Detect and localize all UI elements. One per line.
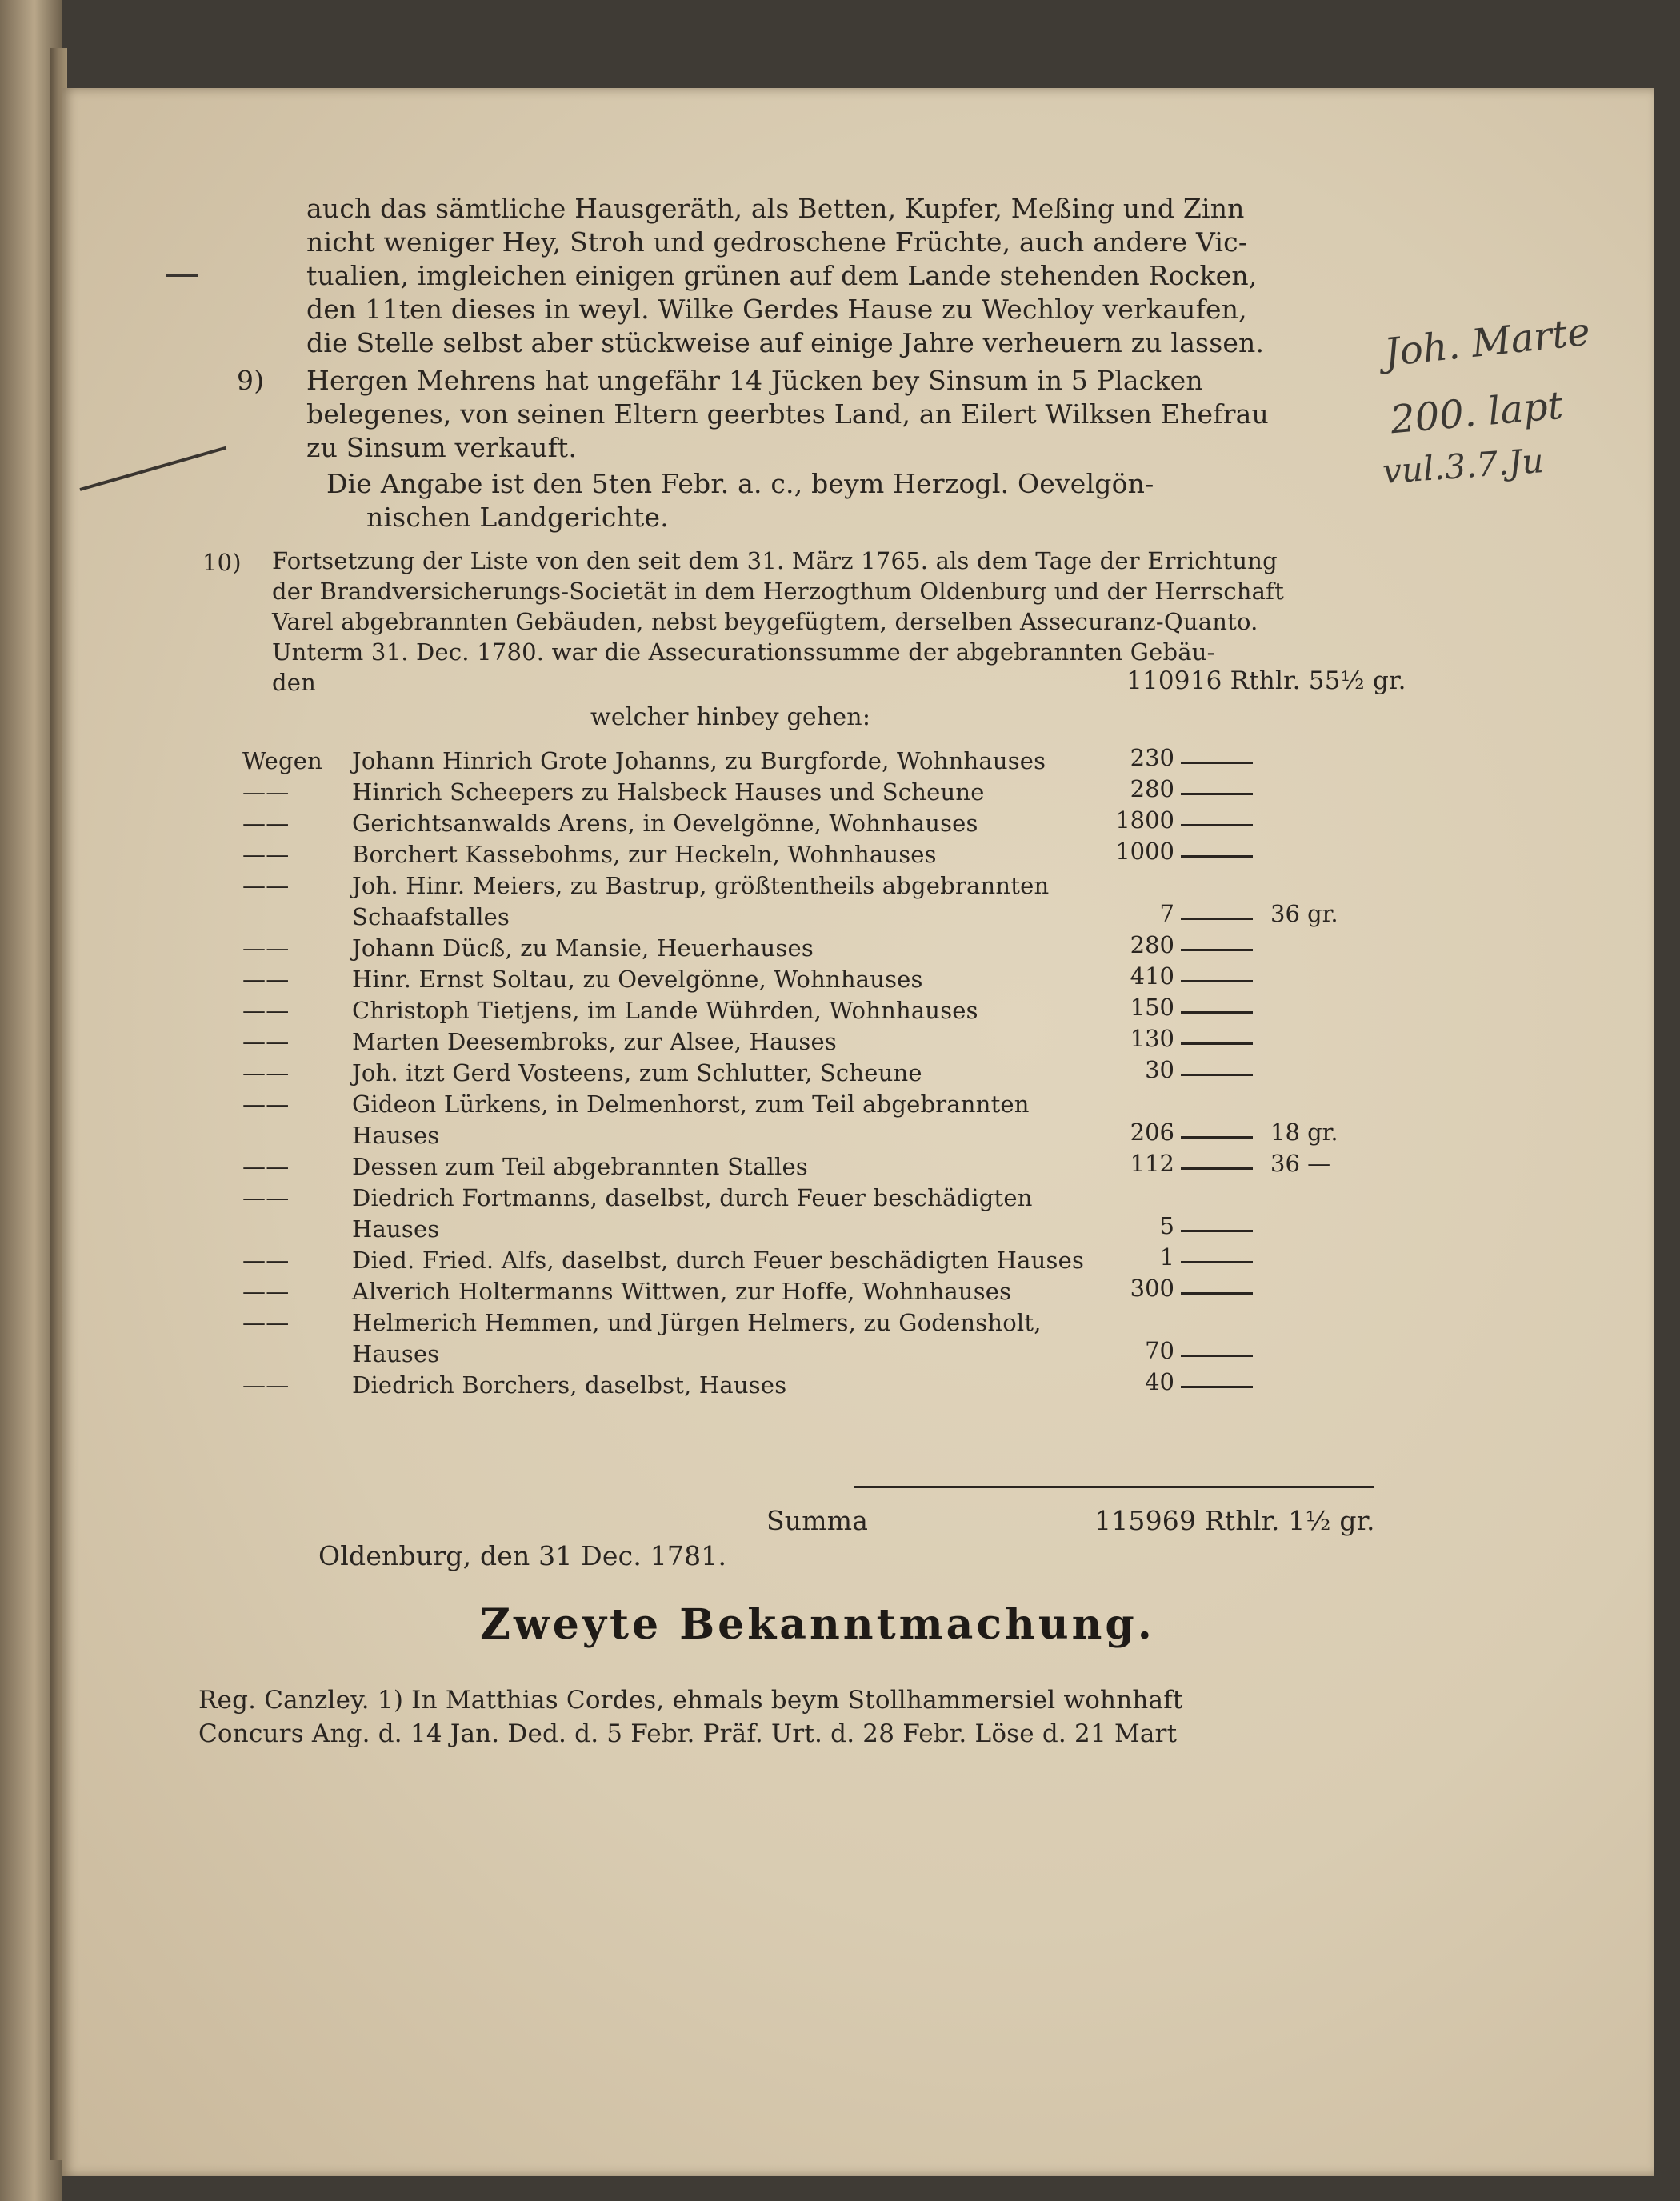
text-line: nischen Landgerichte. [366, 502, 669, 533]
summa-amount: 115969 Rthlr. 1½ gr. [1094, 1505, 1375, 1536]
sum-rule [854, 1486, 1374, 1488]
entry-text: Died. Fried. Alfs, daselbst, durch Feuer beschädigten Hauses [352, 1247, 1085, 1274]
entry-dash [1181, 824, 1253, 826]
entry-prefix: —— [242, 841, 290, 868]
entry-amount: 30 [1145, 1056, 1174, 1083]
entry-amount: 112 [1130, 1150, 1174, 1177]
pencil-stroke [79, 446, 226, 491]
entry-amount: 70 [1145, 1337, 1174, 1364]
entry-text: Hauses [352, 1340, 440, 1367]
entry-dash [1181, 1292, 1253, 1295]
entry-text: Schaafstalles [352, 903, 510, 930]
entry-prefix: —— [242, 1184, 290, 1211]
entry-text: Hinrich Scheepers zu Halsbeck Hauses und Scheune [352, 778, 985, 806]
text-line: tualien, imgleichen einigen grünen auf dem Lande stehenden Rocken, [306, 260, 1258, 291]
previous-sum: 110916 Rthlr. 55½ gr. [1126, 666, 1406, 695]
text-line: der Brandversicherungs-Societät in dem Herzogthum Oldenburg und der Herrschaft [272, 578, 1284, 605]
list-intro: welcher hinbey gehen: [590, 703, 871, 731]
entry-prefix: —— [242, 1247, 290, 1274]
entry-text: Hinr. Ernst Soltau, zu Oevelgönne, Wohnhauses [352, 966, 923, 993]
entry-text: Gideon Lürkens, in Delmenhorst, zum Teil abgebrannten [352, 1090, 1030, 1118]
entry-dash [1181, 1167, 1253, 1170]
entry-dash [1181, 1074, 1253, 1076]
entry-prefix: —— [242, 1278, 290, 1305]
entry-text: Helmerich Hemmen, und Jürgen Helmers, zu Godensholt, [352, 1309, 1042, 1336]
entry-text: Gerichtsanwalds Arens, in Oevelgönne, Wohnhauses [352, 810, 978, 837]
entry-amount: 206 [1130, 1119, 1174, 1146]
entry-amount: 5 [1159, 1212, 1174, 1239]
section-heading: Zweyte Bekanntmachung. [480, 1600, 1155, 1649]
entry-dash [1181, 1230, 1253, 1232]
entry-amount: 40 [1145, 1368, 1174, 1395]
entry-prefix: —— [242, 778, 290, 806]
entry-dash [1181, 1355, 1253, 1357]
text-line: Varel abgebrannten Gebäuden, nebst beygefügtem, derselben Assecuranz-Quanto. [272, 608, 1258, 635]
text-line: Die Angabe ist den 5ten Febr. a. c., beym Herzogl. Oevelgön- [326, 468, 1154, 499]
entry-text: Dessen zum Teil abgebrannten Stalles [352, 1153, 808, 1180]
entry-dash [1181, 855, 1253, 858]
text-line: Reg. Canzley. 1) In Matthias Cordes, ehmals beym Stollhammersiel wohnhaft [198, 1686, 1183, 1715]
margin-note: vul.3.7.Ju [1381, 441, 1546, 491]
entry-prefix: —— [242, 1028, 290, 1055]
entry-dash [1181, 1136, 1253, 1139]
entry-amount: 280 [1130, 775, 1174, 802]
entry-prefix: —— [242, 997, 290, 1024]
entry-amount: 1 [1159, 1243, 1174, 1271]
entry-dash [1181, 980, 1253, 982]
margin-note: 200. lapt [1388, 382, 1566, 443]
text-line: Fortsetzung der Liste von den seit dem 31. März 1765. als dem Tage der Errichtung [272, 547, 1278, 574]
item-number: 10) [202, 549, 242, 576]
entry-dash [1181, 1042, 1253, 1045]
entry-text: Alverich Holtermanns Wittwen, zur Hoffe, Wohnhauses [352, 1278, 1012, 1305]
entry-amount: 150 [1130, 994, 1174, 1021]
text-line: auch das sämtliche Hausgeräth, als Betten, Kupfer, Meßing und Zinn [306, 193, 1245, 224]
entry-dash [1181, 1261, 1253, 1263]
entry-groschen: 36 — [1270, 1150, 1331, 1177]
text-line: belegenes, von seinen Eltern geerbtes Land, an Eilert Wilksen Ehefrau [306, 398, 1269, 430]
entry-prefix: —— [242, 810, 290, 837]
entry-amount: 1800 [1115, 806, 1174, 834]
entry-prefix: —— [242, 1153, 290, 1180]
entry-dash [1181, 762, 1253, 764]
entry-prefix: —— [242, 1309, 290, 1336]
entry-groschen: 18 gr. [1270, 1119, 1338, 1146]
entry-groschen: 36 gr. [1270, 900, 1338, 927]
entry-amount: 7 [1159, 900, 1174, 927]
item-number: 9) [237, 365, 265, 396]
text-line: den 11ten dieses in weyl. Wilke Gerdes Hause zu Wechloy verkaufen, [306, 294, 1247, 325]
entry-amount: 230 [1130, 744, 1174, 771]
entry-text: Hauses [352, 1122, 440, 1149]
entry-amount: 280 [1130, 931, 1174, 958]
entry-prefix: —— [242, 966, 290, 993]
summa-label: Summa [766, 1505, 869, 1536]
entry-text: Marten Deesembroks, zur Alsee, Hauses [352, 1028, 837, 1055]
entry-prefix: —— [242, 1059, 290, 1086]
entry-dash [1181, 1386, 1253, 1388]
text-line: zu Sinsum verkauft. [306, 432, 578, 463]
entry-amount: 130 [1130, 1025, 1174, 1052]
entry-text: Joh. itzt Gerd Vosteens, zum Schlutter, Scheune [352, 1059, 922, 1086]
entry-prefix: Wegen [242, 747, 323, 774]
entry-dash [1181, 918, 1253, 920]
entry-prefix: —— [242, 1371, 290, 1399]
entry-dash [1181, 793, 1253, 795]
text-line: Concurs Ang. d. 14 Jan. Ded. d. 5 Febr. Präf. Urt. d. 28 Febr. Löse d. 21 Mart [198, 1719, 1178, 1748]
text-line: Hergen Mehrens hat ungefähr 14 Jücken bey Sinsum in 5 Placken [306, 365, 1203, 396]
entry-text: Borchert Kassebohms, zur Heckeln, Wohnhauses [352, 841, 937, 868]
entry-prefix: —— [242, 934, 290, 962]
text-line: den [272, 669, 317, 696]
entry-prefix: —— [242, 1090, 290, 1118]
entry-amount: 410 [1130, 962, 1174, 990]
entry-text: Johann Hinrich Grote Johanns, zu Burgforde, Wohnhauses [352, 747, 1046, 774]
date-line: Oldenburg, den 31 Dec. 1781. [318, 1540, 727, 1571]
margin-note: Joh. Marte [1382, 309, 1593, 376]
entry-amount: 300 [1130, 1275, 1174, 1302]
entry-text: Diedrich Fortmanns, daselbst, durch Feuer beschädigten [352, 1184, 1033, 1211]
document-page [62, 88, 1654, 2176]
text-line: nicht weniger Hey, Stroh und gedroschene Früchte, auch andere Vic- [306, 226, 1248, 258]
entry-text: Johann Dücß, zu Mansie, Heuerhauses [352, 934, 814, 962]
pencil-stroke [166, 274, 198, 277]
entry-amount: 1000 [1115, 838, 1174, 865]
entry-text: Hauses [352, 1215, 440, 1243]
entry-dash [1181, 949, 1253, 951]
entry-text: Joh. Hinr. Meiers, zu Bastrup, größtentheils abgebrannten [352, 872, 1050, 899]
entry-prefix: —— [242, 872, 290, 899]
text-line: Unterm 31. Dec. 1780. war die Assecurationssumme der abgebrannten Gebäu- [272, 638, 1215, 666]
entry-dash [1181, 1011, 1253, 1014]
entry-text: Christoph Tietjens, im Lande Wührden, Wohnhauses [352, 997, 978, 1024]
text-line: die Stelle selbst aber stückweise auf einige Jahre verheuern zu lassen. [306, 327, 1265, 358]
entry-text: Diedrich Borchers, daselbst, Hauses [352, 1371, 787, 1399]
